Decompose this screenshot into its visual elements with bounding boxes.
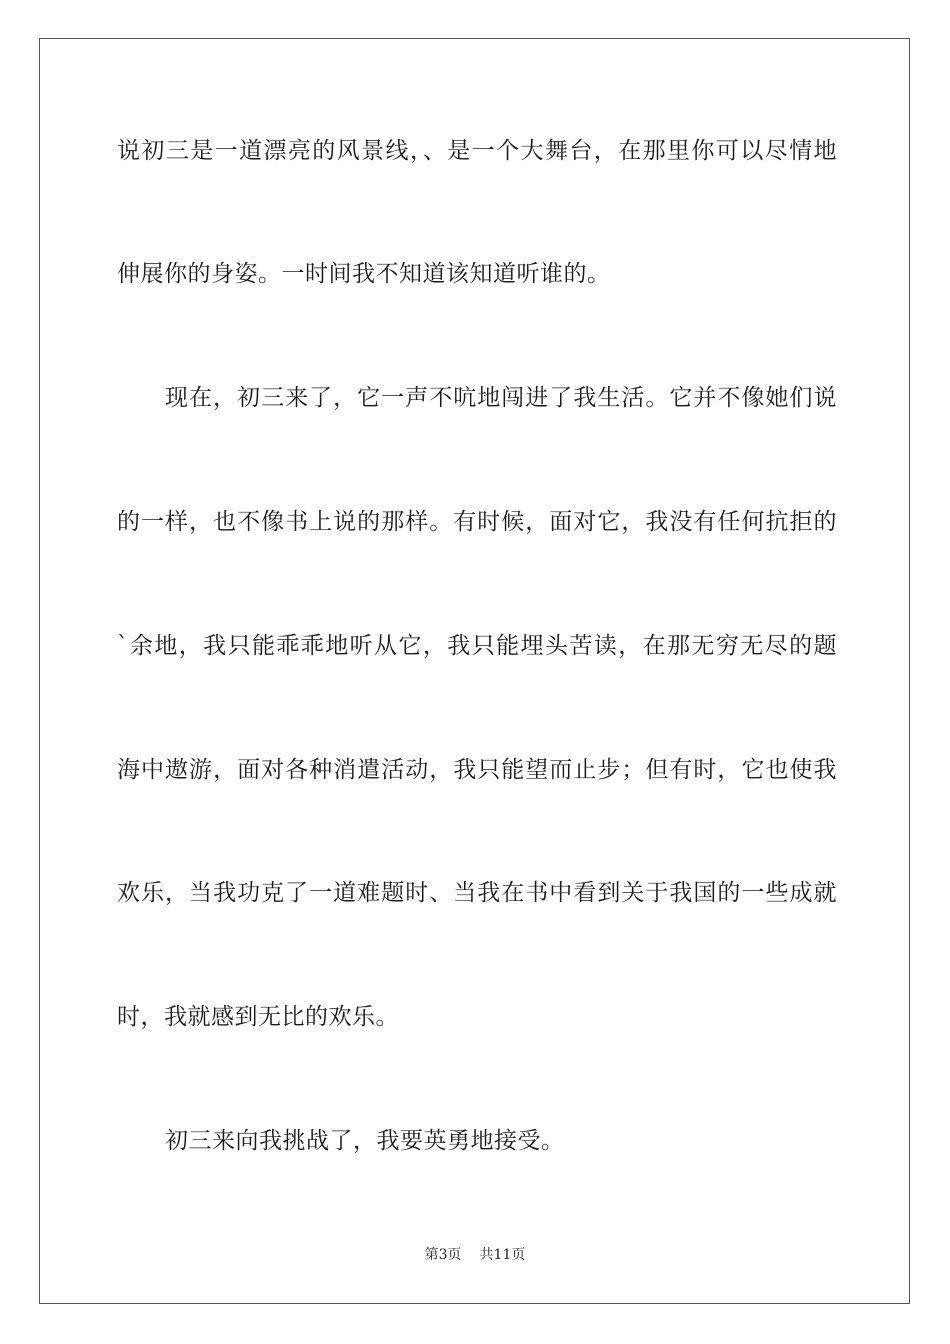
page-border [39, 38, 910, 1304]
text-line-6: 海中遨游，面对各种消遣活动，我只能望而止步；但有时，它也使我 [117, 757, 837, 783]
text-line-4: 的一样，也不像书上说的那样。有时候，面对它，我没有任何抗拒的 [117, 509, 837, 535]
text-line-5: `余地，我只能乖乖地听从它，我只能埋头苦读，在那无穷无尽的题 [117, 633, 837, 659]
text-line-3: 现在，初三来了，它一声不吭地闯进了我生活。它并不像她们说 [165, 385, 837, 411]
text-line-9: 初三来向我挑战了，我要英勇地接受。 [165, 1128, 565, 1154]
text-line-7: 欢乐，当我功克了一道难题时、当我在书中看到关于我国的一些成就 [117, 880, 837, 906]
text-line-8: 时，我就感到无比的欢乐。 [117, 1004, 399, 1030]
page-total: 共11页 [479, 1247, 526, 1263]
text-line-2: 伸展你的身姿。一时间我不知道该知道听谁的。 [117, 261, 611, 287]
page-footer [0, 1246, 950, 1264]
text-line-1: 说初三是一道漂亮的风景线，、是一个大舞台，在那里你可以尽情地 [117, 138, 837, 164]
page-number: 第3页 [424, 1247, 462, 1263]
